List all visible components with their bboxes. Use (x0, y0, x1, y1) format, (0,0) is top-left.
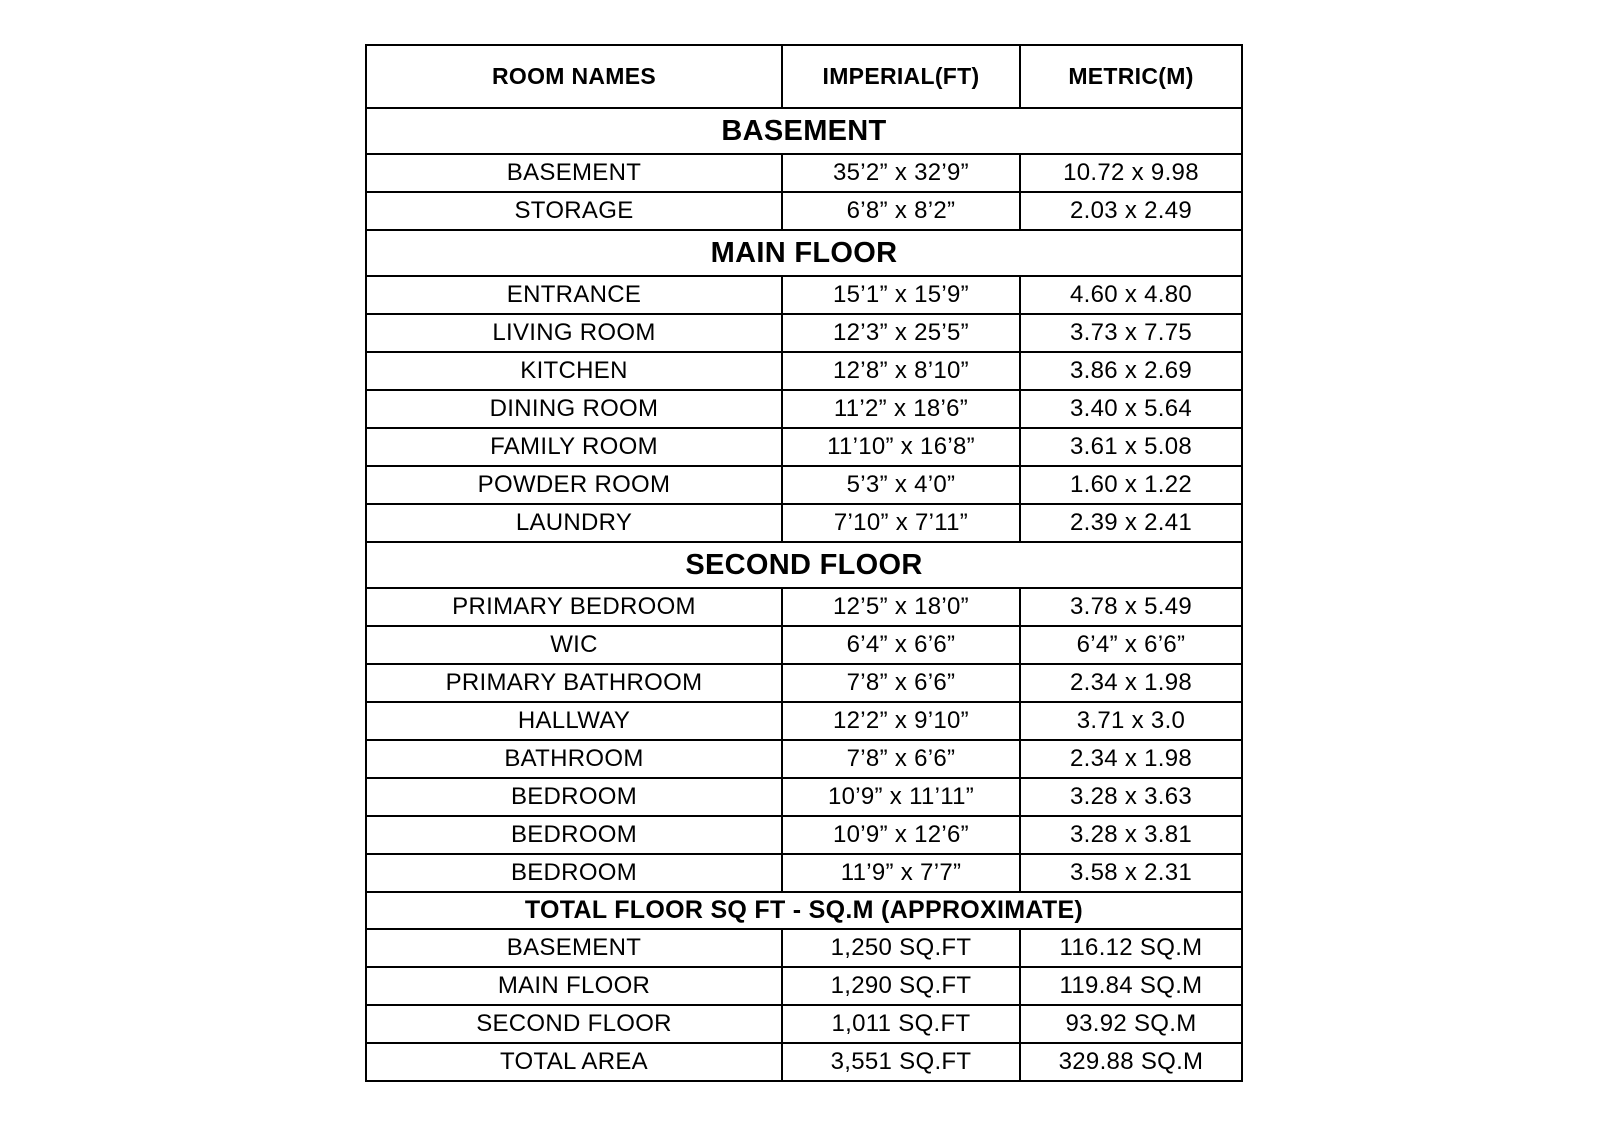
imperial-cell: 12’2” x 9’10” (782, 702, 1020, 740)
metric-cell: 93.92 SQ.M (1020, 1005, 1242, 1043)
table-row (366, 1043, 1242, 1081)
table-header-row (366, 45, 1242, 108)
imperial-cell: 7’8” x 6’6” (782, 664, 1020, 702)
imperial-cell: 7’8” x 6’6” (782, 740, 1020, 778)
room-name-cell: WIC (366, 626, 782, 664)
imperial-cell: 6’8” x 8’2” (782, 192, 1020, 230)
metric-cell: 3.78 x 5.49 (1020, 588, 1242, 626)
table-body (366, 108, 1242, 1081)
imperial-cell: 1,011 SQ.FT (782, 1005, 1020, 1043)
section-header-row (366, 542, 1242, 588)
metric-cell: 2.34 x 1.98 (1020, 740, 1242, 778)
imperial-cell: 12’8” x 8’10” (782, 352, 1020, 390)
imperial-cell: 7’10” x 7’11” (782, 504, 1020, 542)
room-name-cell: POWDER ROOM (366, 466, 782, 504)
table-row (366, 664, 1242, 702)
metric-cell: 2.39 x 2.41 (1020, 504, 1242, 542)
room-name-cell: HALLWAY (366, 702, 782, 740)
imperial-cell: 10’9” x 11’11” (782, 778, 1020, 816)
imperial-cell: 11’2” x 18’6” (782, 390, 1020, 428)
metric-cell: 3.58 x 2.31 (1020, 854, 1242, 892)
metric-cell: 3.28 x 3.63 (1020, 778, 1242, 816)
metric-cell: 3.86 x 2.69 (1020, 352, 1242, 390)
imperial-cell: 11’9” x 7’7” (782, 854, 1020, 892)
section-title: SECOND FLOOR (366, 542, 1242, 588)
room-name-cell: ENTRANCE (366, 276, 782, 314)
table-row (366, 626, 1242, 664)
room-name-cell: PRIMARY BATHROOM (366, 664, 782, 702)
room-name-cell: SECOND FLOOR (366, 1005, 782, 1043)
imperial-cell: 12’3” x 25’5” (782, 314, 1020, 352)
metric-cell: 3.28 x 3.81 (1020, 816, 1242, 854)
table-row (366, 154, 1242, 192)
section-title: MAIN FLOOR (366, 230, 1242, 276)
imperial-cell: 6’4” x 6’6” (782, 626, 1020, 664)
table-row (366, 352, 1242, 390)
room-name-cell: DINING ROOM (366, 390, 782, 428)
imperial-cell: 5’3” x 4’0” (782, 466, 1020, 504)
room-name-cell: KITCHEN (366, 352, 782, 390)
imperial-cell: 11’10” x 16’8” (782, 428, 1020, 466)
room-name-cell: MAIN FLOOR (366, 967, 782, 1005)
header-imperial: IMPERIAL(FT) (782, 45, 1020, 108)
metric-cell: 10.72 x 9.98 (1020, 154, 1242, 192)
table-row (366, 504, 1242, 542)
table-row (366, 276, 1242, 314)
table-row (366, 967, 1242, 1005)
imperial-cell: 1,250 SQ.FT (782, 929, 1020, 967)
room-name-cell: BASEMENT (366, 154, 782, 192)
table-row (366, 778, 1242, 816)
table-row (366, 192, 1242, 230)
table-row (366, 929, 1242, 967)
metric-cell: 329.88 SQ.M (1020, 1043, 1242, 1081)
table-row (366, 1005, 1242, 1043)
table-row (366, 854, 1242, 892)
imperial-cell: 10’9” x 12’6” (782, 816, 1020, 854)
room-name-cell: BEDROOM (366, 854, 782, 892)
imperial-cell: 1,290 SQ.FT (782, 967, 1020, 1005)
table-row (366, 314, 1242, 352)
metric-cell: 3.71 x 3.0 (1020, 702, 1242, 740)
room-name-cell: PRIMARY BEDROOM (366, 588, 782, 626)
room-name-cell: BASEMENT (366, 929, 782, 967)
metric-cell: 2.03 x 2.49 (1020, 192, 1242, 230)
room-name-cell: LIVING ROOM (366, 314, 782, 352)
room-name-cell: LAUNDRY (366, 504, 782, 542)
room-name-cell: BEDROOM (366, 778, 782, 816)
metric-cell: 3.40 x 5.64 (1020, 390, 1242, 428)
table-row (366, 702, 1242, 740)
section-header-row (366, 108, 1242, 154)
header-room-names: ROOM NAMES (366, 45, 782, 108)
section-header-row (366, 230, 1242, 276)
room-name-cell: TOTAL AREA (366, 1043, 782, 1081)
table-row (366, 588, 1242, 626)
metric-cell: 1.60 x 1.22 (1020, 466, 1242, 504)
section-header-row (366, 892, 1242, 929)
metric-cell: 3.73 x 7.75 (1020, 314, 1242, 352)
metric-cell: 4.60 x 4.80 (1020, 276, 1242, 314)
header-metric: METRIC(M) (1020, 45, 1242, 108)
room-name-cell: FAMILY ROOM (366, 428, 782, 466)
table-row (366, 390, 1242, 428)
room-dimensions-table (365, 44, 1243, 1082)
table-row (366, 428, 1242, 466)
imperial-cell: 35’2” x 32’9” (782, 154, 1020, 192)
section-title: BASEMENT (366, 108, 1242, 154)
table-row (366, 466, 1242, 504)
metric-cell: 6’4” x 6’6” (1020, 626, 1242, 664)
metric-cell: 3.61 x 5.08 (1020, 428, 1242, 466)
room-name-cell: BATHROOM (366, 740, 782, 778)
imperial-cell: 15’1” x 15’9” (782, 276, 1020, 314)
imperial-cell: 3,551 SQ.FT (782, 1043, 1020, 1081)
table-row (366, 740, 1242, 778)
metric-cell: 2.34 x 1.98 (1020, 664, 1242, 702)
metric-cell: 119.84 SQ.M (1020, 967, 1242, 1005)
table-row (366, 816, 1242, 854)
section-title: TOTAL FLOOR SQ FT - SQ.M (APPROXIMATE) (366, 892, 1242, 929)
metric-cell: 116.12 SQ.M (1020, 929, 1242, 967)
imperial-cell: 12’5” x 18’0” (782, 588, 1020, 626)
room-name-cell: STORAGE (366, 192, 782, 230)
room-name-cell: BEDROOM (366, 816, 782, 854)
